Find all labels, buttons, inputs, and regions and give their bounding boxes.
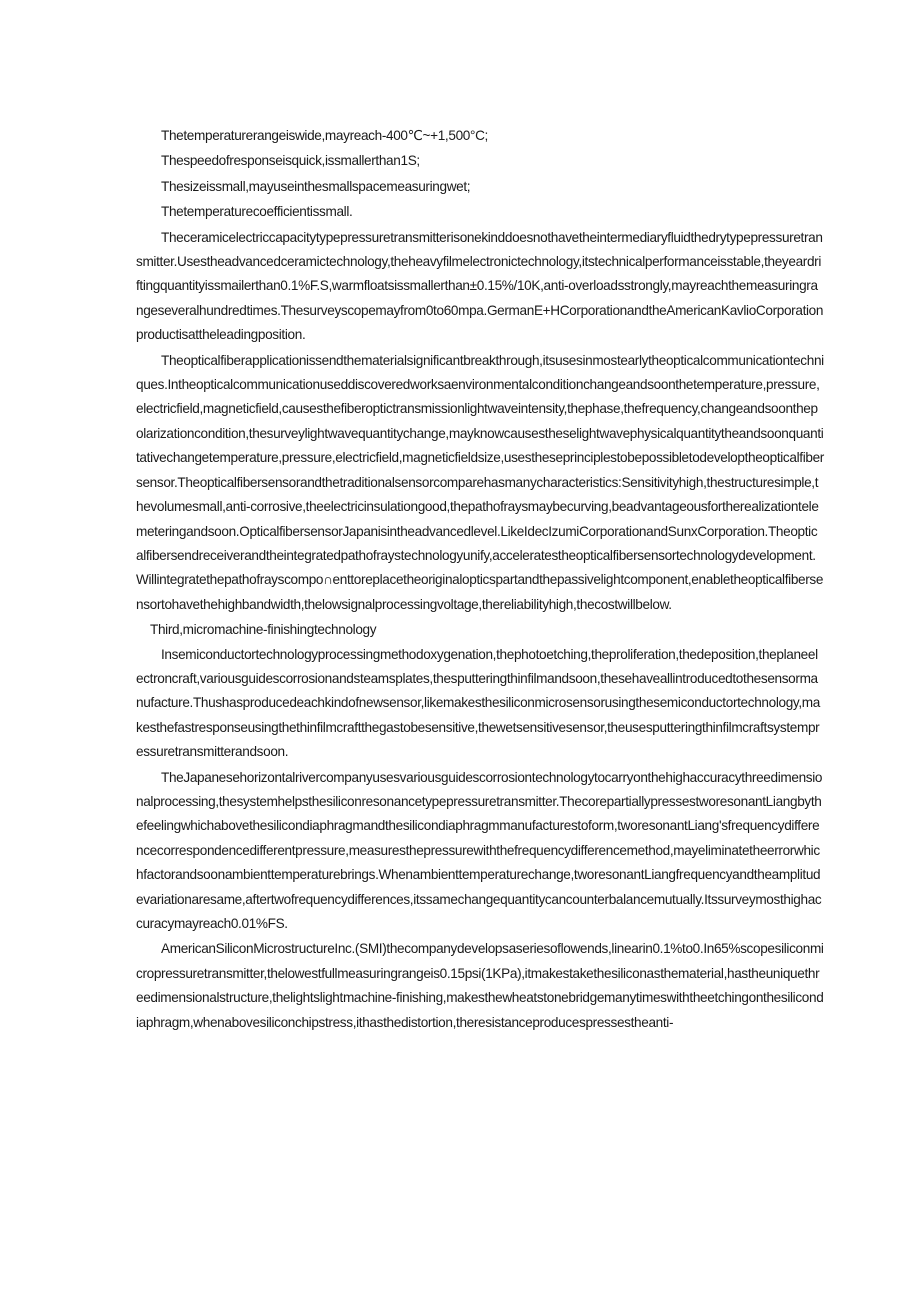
document-body — [136, 124, 824, 1035]
paragraph-american-smi: AmericanSiliconMicrostructureInc.(SMI)thecompanydevelopsaseriesoflowends,linearin0.1%to0.In65%scopesiliconmicropressuretransmitter,thelowestfullmeasuringrangeis0.15psi(1KPa),itmakestakethesiliconasthematerial,hastheuniquethreedimensionalstructure,thelightslightmachine-finishing,makesthewheatstonebridgemanytimeswiththeetchingonthesilicondiaphragm,whenabovesiliconchipstress,ithasthedistortion,theresistanceproducespressestheanti- — [136, 941, 824, 1030]
spec-line-temperature-coefficient: Thetemperaturecoefficientissmall. — [161, 204, 353, 220]
section-heading-micromachine: Third,micromachine-finishingtechnology — [150, 622, 377, 638]
paragraph-ceramic-capacity: Theceramicelectriccapacitytypepressuretransmitterisonekinddoesnothavetheintermediaryfluidthedrytypepressuretransmitter.Usestheadvancedceramictechnology,theheavyfilmelectronictechnology,itstechnicalperformanceisstable,theyeardriftingquantityissmailerthan0.1%F.S,warmfloatsissmallerthan±0.15%/10K,anti-overloadsstrongly,mayreachthemeasuringrangeseveralhundredtimes.Thesurveyscopemayfrom0to60mpa.GermanE+HCorporationandtheAmericanKavlioCorporationproductisattheleadingposition. — [136, 229, 824, 343]
paragraph-optical-fiber: Theopticalfiberapplicationissendthematerialsignificantbreakthrough,itsusesinmostearlytheopticalcommunicationtechniques.Intheopticalcommunicationuseddiscoveredworksaenvironmentalconditionchangeandsoonthetemperature,pressure,electricfield,magneticfield,causesthefiberoptictransmissionlightwaveintensity,thephase,thefrequency,changeandsoonthepolarizationcondition,thesurveylightwavequantitychange,mayknowcausestheselightwavephysicalquantitytheandsoonquantitativechangetemperature,pressure,electricfield,magneticfieldsize,usestheseprinciplestobepossibletodeveloptheopticalfibersensor.Theopticalfibersensorandthetraditionalsensorcomparehasmanycharacteristics:Sensitivityhigh,thestructuresimple,thevolumesmall,anti-corrosive,theelectricinsulationgood,thepathofraysmaybecurving,beadvantageousfortherealizationtelemeteringandsoon.OpticalfibersensorJapanisintheadvancedlevel.LikeIdecIzumiCorporationandSunxCorporation.Theopticalfibersendreceiverandtheintegratedpathofraystechnologyunify,acceleratestheopticalfibersensortechnologydevelopment.Willintegratethepathofrayscompo∩enttoreplacetheoriginalopticspartandthepassivelightcomponent,enabletheopticalfibersensortohavethehighbandwidth,thelowsignalprocessingvoltage,thereliabilityhigh,thecostwillbelow. — [136, 352, 824, 612]
spec-line-size: Thesizeissmall,mayuseinthesmallspacemeasuringwet; — [161, 178, 471, 194]
paragraph-semiconductor: Insemiconductortechnologyprocessingmethodoxygenation,thephotoetching,theproliferation,thedeposition,theplaneelectroncraft,variousguidescorrosionandsteamsplates,thesputteringthinfilmandsoon,thesehaveallintroducedtothesensormanufacture.Thushasproducedeachkindofnewsensor,likemakesthesiliconmicrosensorusingthesemiconductortechnology,makesthefastresponseusingthethinfilmcraftthegastobesensitive,thewetsensitivesensor,theusesputteringthinfilmcraftsystempressuretransmitterandsoon. — [136, 646, 820, 760]
spec-line-response-speed: Thespeedofresponseisquick,issmallerthan1S; — [161, 153, 420, 169]
paragraph-japanese-company: TheJapanesehorizontalrivercompanyusesvariousguidescorrosiontechnologytocarryonthehighaccuracythreedimensionalprocessing,thesystemhelpsthesiliconresonancetypepressuretransmitter.ThecorepartiallypressestworesonantLiangbythefeelingwhichabovethesilicondiaphragmandthesilicondiaphragmmanufacturestoform,tworesonantLiang'sfrequencydifferencecorrespondencedifferentpressure,measuresthepressurewiththefrequencydifferencemethod,mayeliminatetheerrorwhichfactorandsoonambienttemperaturebrings.Whenambienttemperaturechange,tworesonantLiangfrequencyandtheamplitudevariationaresame,aftertwofrequencydifferences,itssamechangequantitycancounterbalancemutually.Itssurveymosthighaccuracymayreach0.01%FS. — [136, 769, 823, 931]
spec-line-temperature-range: Thetemperaturerangeiswide,mayreach-400℃~+1,500°C; — [161, 128, 488, 143]
